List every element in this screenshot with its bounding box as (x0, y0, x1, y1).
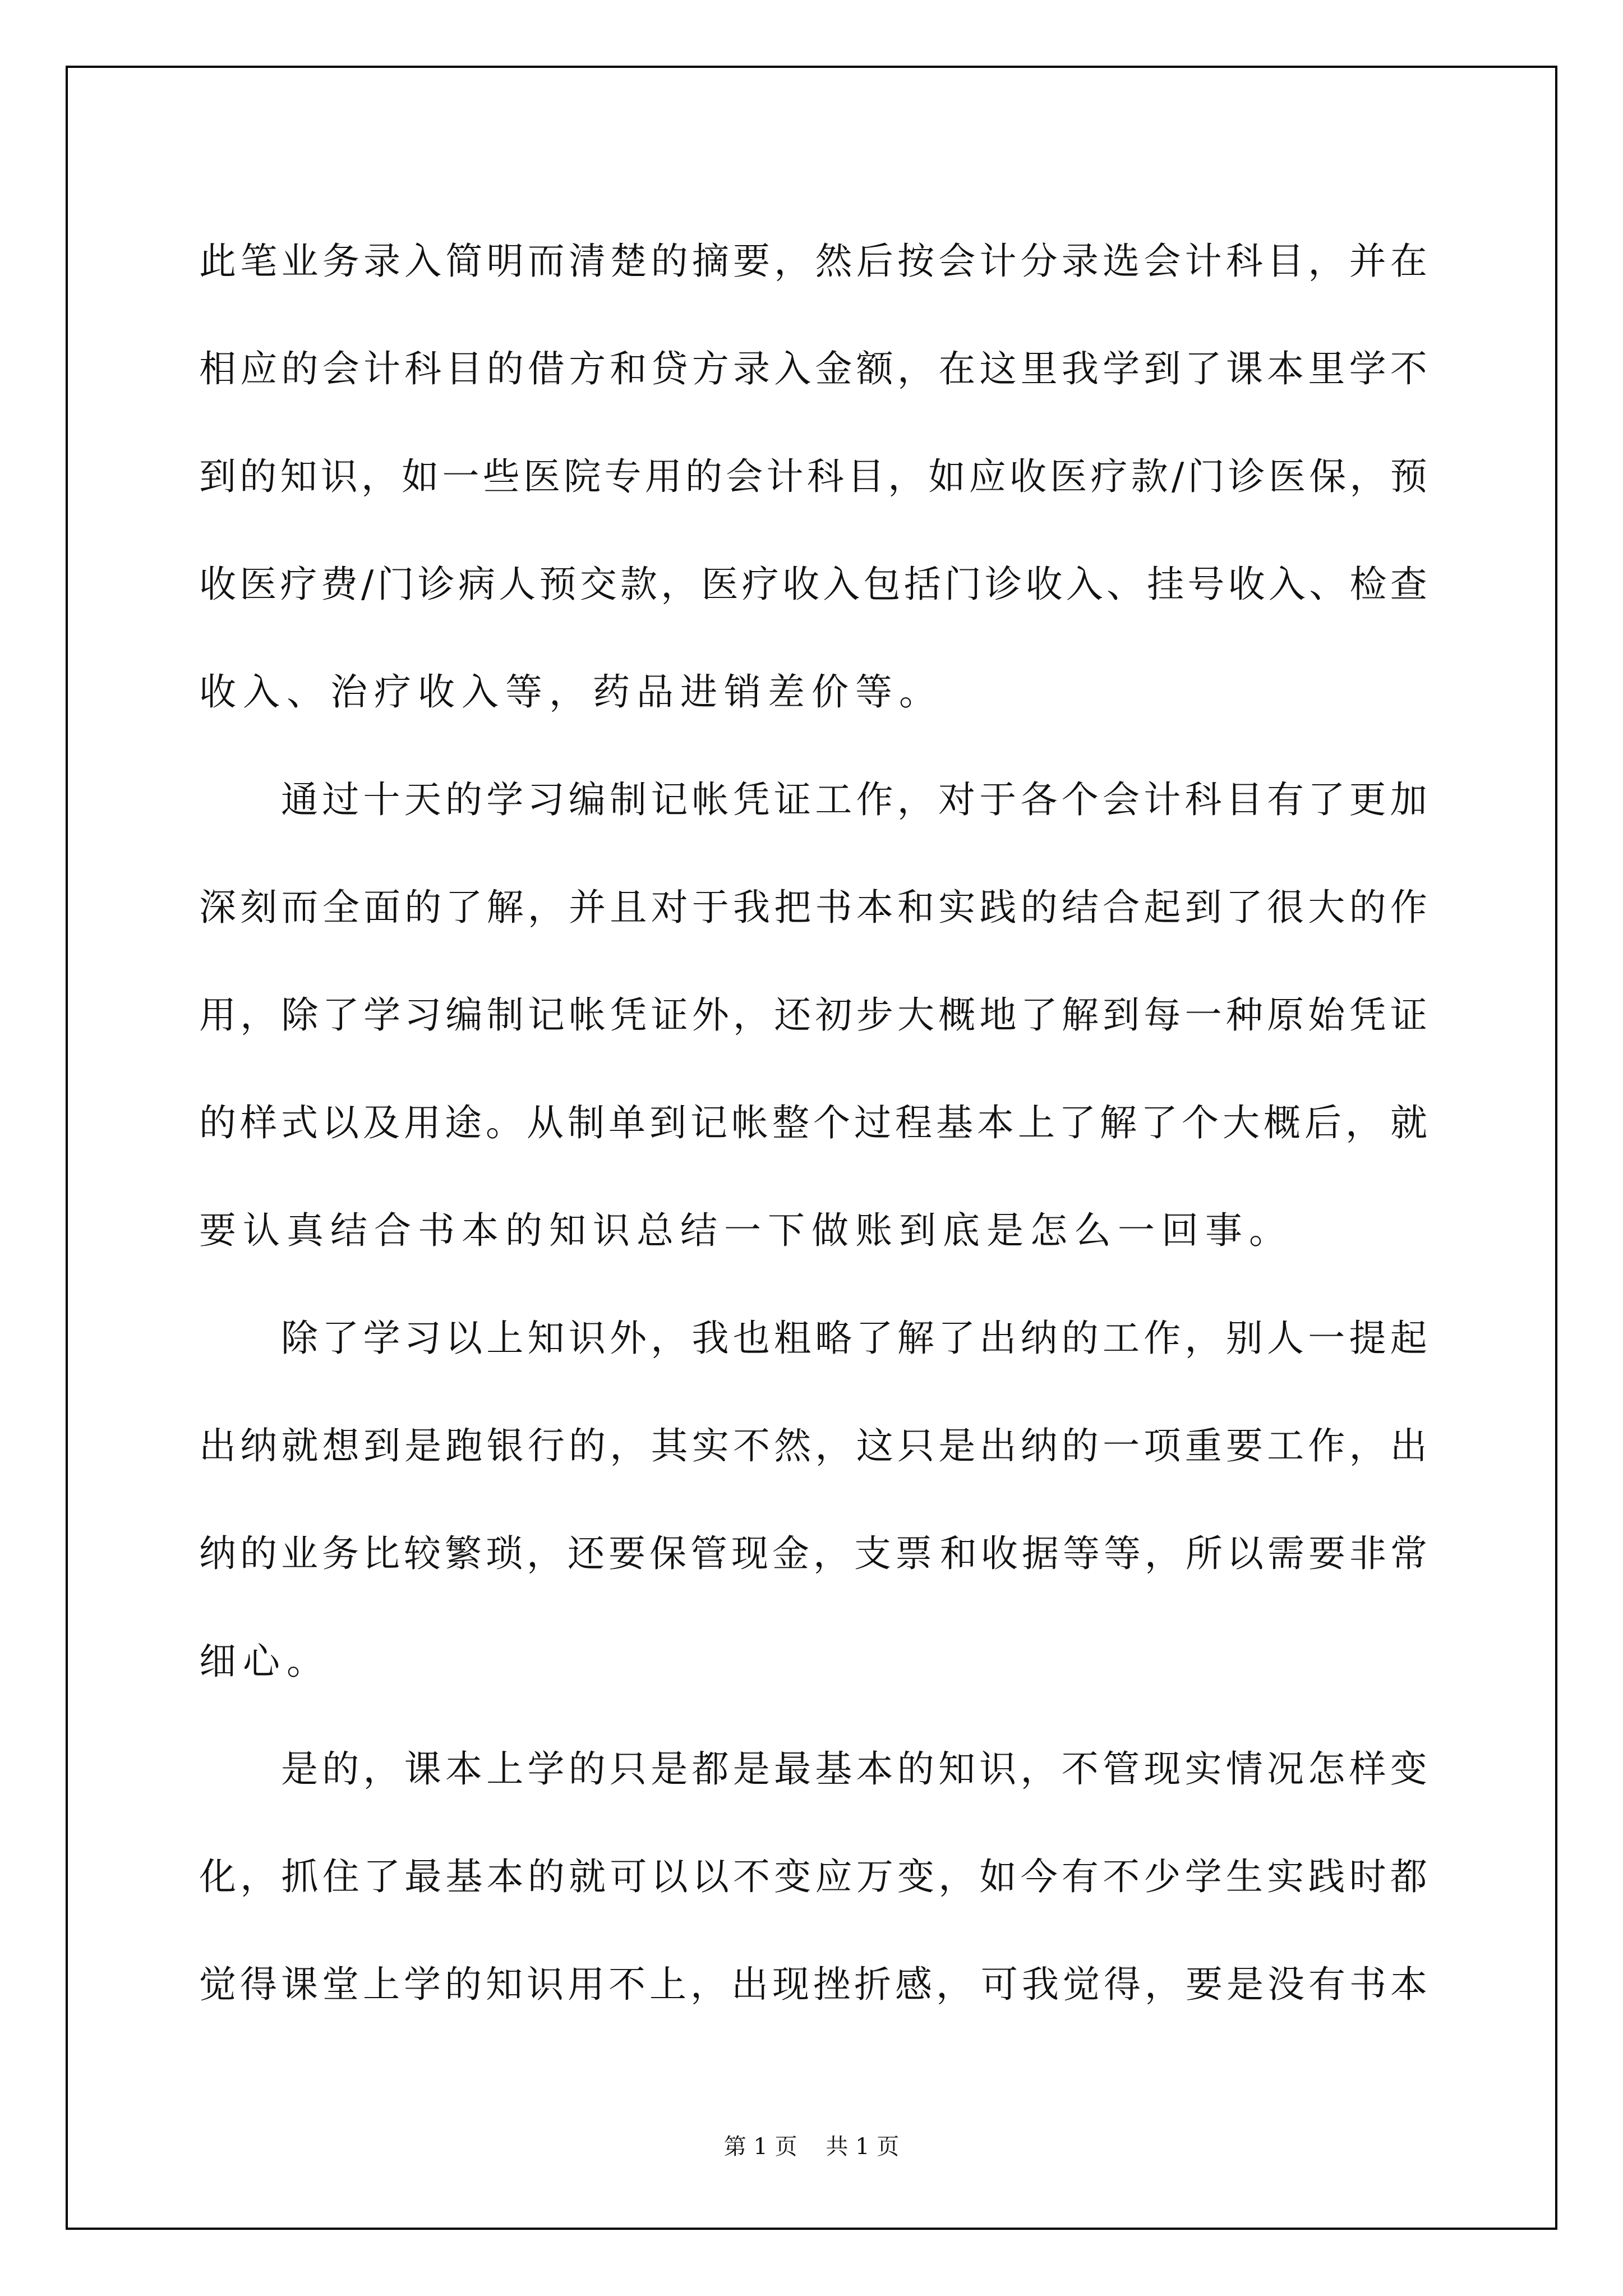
text-line (199, 1608, 1427, 1715)
text-line: 此 笔 业 务 录 入 简 明 而 清 楚 的 摘 要 ， 然 后 按 会 计 分 录 选 会 计 科 目 ， 并 在 (199, 240, 1427, 283)
page-footer: 第 1 页 共 1 页 (723, 2134, 900, 2160)
text-line: 化 ， 抓 住 了 最 基 本 的 就 可 以 以 不 变 应 万 变 ， 如 今 有 不 少 学 生 实 践 时 都 (199, 1855, 1427, 1898)
text-line: 收 医 疗 费 / 门 诊 病 人 预 交 款 ， 医 疗 收 入 包 括 门 诊 收 入 、 挂 号 收 入 、 检 查 (199, 563, 1427, 606)
text-line: 深 刻 而 全 面 的 了 解 ， 并 且 对 于 我 把 书 本 和 实 践 的 结 合 起 到 了 很 大 的 作 (199, 886, 1427, 929)
text-line-content: 细心。 (199, 1640, 330, 1683)
text-line: 通 过 十 天 的 学 习 编 制 记 帐 凭 证 工 作 ， 对 于 各 个 会 计 科 目 有 了 更 加 (281, 778, 1427, 821)
text-line: 是 的 ， 课 本 上 学 的 只 是 都 是 最 基 本 的 知 识 ， 不 管 现 实 情 况 怎 样 变 (281, 1747, 1427, 1791)
text-line: 到 的 知 识 ， 如 一 些 医 院 专 用 的 会 计 科 目 ， 如 应 收 医 疗 款 / 门 诊 医 保 ， 预 (199, 455, 1427, 498)
text-line: 纳 的 业 务 比 较 繁 琐 ， 还 要 保 管 现 金 ， 支 票 和 收 据 等 等 ， 所 以 需 要 非 常 (199, 1532, 1427, 1575)
text-line-content: 收入、治疗收入等，药品进销差价等。 (199, 670, 943, 714)
text-line: 相 应 的 会 计 科 目 的 借 方 和 贷 方 录 入 金 额 ， 在 这 里 我 学 到 了 课 本 里 学 不 (199, 347, 1427, 390)
text-line: 出 纳 就 想 到 是 跑 银 行 的 ， 其 实 不 然 ， 这 只 是 出 纳 的 一 项 重 要 工 作 ， 出 (199, 1424, 1427, 1467)
text-line: 的 样 式 以 及 用 途 。 从 制 单 到 记 帐 整 个 过 程 基 本 上 了 解 了 个 大 概 后 ， 就 (199, 1101, 1427, 1144)
text-line: 除 了 学 习 以 上 知 识 外 ， 我 也 粗 略 了 解 了 出 纳 的 工 作 ， 别 人 一 提 起 (281, 1317, 1427, 1360)
text-line-content: 要认真结合书本的知识总结一下做账到底是怎么一回事。 (199, 1209, 1293, 1252)
document-body (199, 208, 1427, 2039)
text-line: 觉 得 课 堂 上 学 的 知 识 用 不 上 ， 出 现 挫 折 感 ， 可 我 觉 得 ， 要 是 没 有 书 本 (199, 1963, 1427, 2006)
text-line: 用 ， 除 了 学 习 编 制 记 帐 凭 证 外 ， 还 初 步 大 概 地 了 解 到 每 一 种 原 始 凭 证 (199, 993, 1427, 1037)
text-line (199, 1177, 1427, 1285)
text-line (199, 638, 1427, 746)
